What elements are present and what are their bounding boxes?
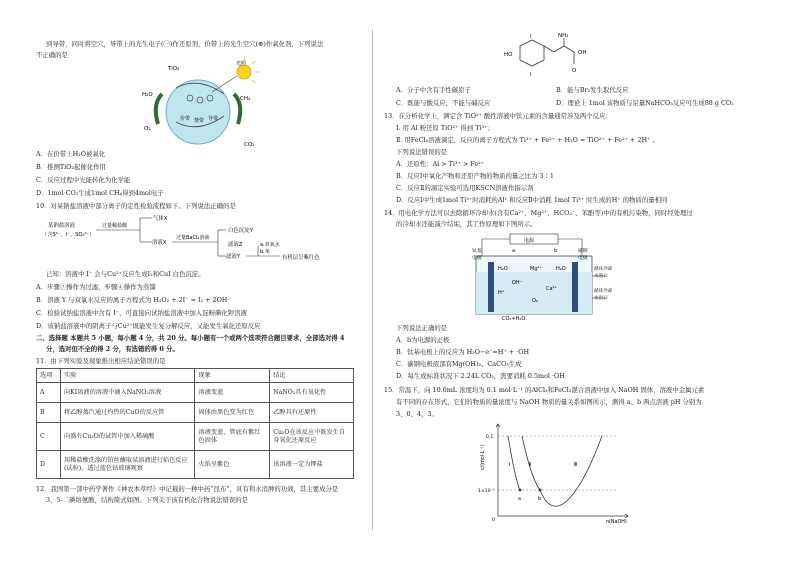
table-cell: 溶液变蓝: [195, 383, 270, 403]
oxygen-label: O₂: [532, 298, 538, 304]
q13-line1: Ⅰ. 用 Al 粉还原 TiO²⁺ 得到 Ti³⁺；: [396, 124, 494, 132]
table-cell: 乙醇具有还原性: [270, 403, 354, 423]
table-cell: 溶液变蓝，管底有紫红色固体: [195, 423, 270, 451]
table-header-cell: 结论: [270, 369, 354, 383]
h2o-label: H₂O: [142, 92, 153, 98]
q12-option-d: D．理论上 1mol 该物质与足量NaHCO₃反应可生成88 g CO₂: [556, 99, 734, 107]
ho-group: HO: [504, 52, 513, 58]
ch4-label: CH₄: [240, 96, 251, 102]
nh2-group: NH₂: [558, 33, 569, 39]
flow-filtrate-z: 滤液Z: [228, 242, 243, 248]
q9-option-c: C．反应过程中光能转化为化学能: [36, 176, 131, 184]
table-header-cell: 现象: [195, 369, 270, 383]
flow-gas: 气体X: [153, 216, 168, 222]
flow-organic-layer: 有机层呈紫红色: [282, 255, 320, 261]
q10-stem: 10．对某钠盐溶液中部分离子的定性检验流程如下。下列说法正确的是: [36, 202, 236, 210]
flow-start-ions: （含S²⁻、I⁻、SO₃²⁻）: [42, 232, 95, 238]
q12-option-b: B．能与Br₂发生取代反应: [556, 86, 629, 94]
q11-table: [36, 368, 354, 479]
q15-stem-line3: 3、0、4、3。: [396, 410, 438, 418]
table-cell: C: [37, 423, 61, 451]
band-gap-label: 禁带: [194, 118, 205, 124]
point-a-label: a: [518, 497, 521, 502]
steel-electrode: [572, 262, 578, 312]
inlet-label2: 水进口: [594, 274, 608, 279]
q9-intro-line2: 不正确的是: [36, 51, 68, 59]
inlet-label1: 循环冷却: [594, 267, 613, 272]
table-header-cell: 实验: [60, 369, 195, 383]
table-cell: 向KI溶液的溶液中滴入NaNO₂溶液: [60, 383, 195, 403]
flow-step1: 过量稀盐酸: [102, 223, 128, 229]
q10-known: 已知：溶液中 I⁻ 会与Cu²⁺反应生成I₂和CuI 白色沉淀。: [46, 270, 205, 278]
curve-2-label: Ⅱ: [529, 462, 532, 468]
q9-intro-line1: 到导带，同时将空穴，导带上的光生电子(㊀)作还原剂，价带上的光生空穴(⊕)作氧化剂，下列说法: [46, 40, 324, 48]
conduction-band-label: 导带: [208, 116, 219, 122]
curve-3-label: Ⅲ: [574, 462, 578, 468]
hydroxyl-label: OH⁻: [512, 280, 523, 286]
q14-option-a: A．b为电源的正极: [396, 336, 450, 344]
table-row: [37, 383, 354, 403]
table-cell: D: [37, 451, 61, 479]
q12-option-a: A．分子中含有手性碳原子: [396, 86, 471, 94]
q14-stem-line2: 的冷却水还能减少结垢，其工作原理如下图所示。: [396, 220, 537, 228]
q13-option-a: A．还原性：Al > Ti³⁺ > Fe²⁺: [396, 160, 485, 168]
power-label: 电源: [524, 238, 535, 244]
table-header-row: [37, 369, 354, 383]
q12-stem-line2: 3，5-二碘络氨酸，结构简式如图。下列关于该有机化合物说法错误的是: [46, 496, 249, 504]
curve-1-label: Ⅰ: [509, 462, 511, 468]
titanium-electrode: [488, 262, 494, 312]
q10-option-a: A．步骤⑦操作为过滤，步骤④操作为蒸馏: [36, 283, 156, 291]
q15-stem-line2: 有不同的存在形式，它们的物质的量浓度与 NaOH 物质的量关系如图所示，测得 a、b 两点溶液 pH 分别为: [396, 398, 702, 406]
q14-option-b: B．钛基电极上的反应为 H₂O−e⁻=H⁺ + ·OH: [396, 348, 530, 356]
section2-line2: 分，选对但不全的得 2 分，有选错的得 0 分。: [46, 345, 179, 353]
calcium-ion: Ca²⁺: [546, 286, 558, 292]
q9-option-b: B．推测TiO₂起催化作用: [36, 163, 106, 171]
q12-stem-line1: 12．我国第一部中药学著作《神农本草经》中记载的一种中药“昆布”，具有利水消肿的功效，其主要成分是: [36, 485, 339, 493]
iodine-bottom: I: [530, 72, 532, 78]
valence-band-label: 价带: [180, 116, 191, 122]
iodine-top: I: [530, 34, 532, 40]
outlet-label2: 水出口: [594, 296, 608, 301]
y-axis-label: c/(mol·L⁻¹): [481, 444, 486, 470]
q9-option-d: D．1mol CO₂生成1mol CH₄得到4mol电子: [36, 189, 164, 197]
electrolysis-figure: [472, 232, 632, 322]
left-electrode-label1: 钛基: [472, 249, 482, 254]
flow-white-ppt: 白色沉淀Y: [228, 228, 253, 234]
flow-liquid-x: 溶液X: [152, 240, 167, 246]
table-cell: NaNO₂具有氧化性: [270, 383, 354, 403]
origin-label: 0: [492, 518, 495, 523]
q14-option-d: D．每生成标准状况下 2.24L CO₂，需要消耗 0.5mol ·OH: [396, 372, 565, 380]
q9-option-a: A．在价带上H₂O被氧化: [36, 150, 106, 158]
table-header-cell: 选项: [37, 369, 61, 383]
q10-option-c: C．检验试纳盐溶液中含有 I⁻，可直接向试纳盐溶液中加入淀粉碘化钾溶液: [36, 309, 247, 317]
q14-after: 下列说法正确的是: [396, 324, 448, 332]
column-divider: [372, 30, 373, 530]
right-electrode-label2: 电极: [578, 256, 588, 261]
q11-stem: 11．由下列实验及现象推出相应结论错误的是: [36, 357, 166, 365]
sun-icon: [237, 65, 251, 79]
table-cell: A: [37, 383, 61, 403]
q10-option-b: B．溶液 Y 与双氧水反应的离子方程式为 H₂O₂ + 2I⁻ = I₂ + 2OH⁻: [36, 296, 231, 304]
y-tick-bottom: 1×10⁻⁵: [478, 489, 495, 494]
terminal-b: b: [554, 248, 558, 254]
co2-water-label: CO₂+H₂O: [502, 316, 526, 322]
terminal-a: a: [512, 248, 516, 254]
magnesium-ion: Mg²⁺: [530, 266, 543, 272]
section2-line1: 二、选择题 本题共 5 小题，每小题 4 分，共 20 分。每小题有一个或两个选项符合题目要求，全部选对得 4: [36, 334, 345, 342]
proton-label: H⁺: [498, 290, 505, 296]
flow-step2: 过量BaCl₂溶液: [176, 235, 210, 241]
q14-stem-line1: 14．用电化学方法可以去除循环冷却水(含有Ca²⁺、Mg²⁺、HCO₃⁻、苯酚等)中的有机污染物，同时经处理过: [384, 209, 693, 217]
flow-filtrate-y: 滤液Y: [226, 254, 241, 260]
carbonyl-o: O: [572, 68, 577, 74]
water-left: H₂O: [498, 266, 508, 272]
q15-graph: [478, 420, 638, 524]
right-electrode-label1: 碳钢: [578, 249, 588, 254]
co2-label: CO₂: [244, 142, 255, 148]
q13-option-d: D．反应Ⅰ中生成1mol Ti³⁺时消耗的Al¹ 和反应Ⅱ中消耗 1mol Ti³⁺ 时生成的H⁺ 的物质的量相同: [396, 196, 668, 204]
table-cell: 向盛有Cu₂O的试管中加入稀硫酸: [60, 423, 195, 451]
oh-group: OH: [578, 50, 587, 56]
table-cell: Cu₂O在该反应中既发生自身氧化还原反应: [270, 423, 354, 451]
o2-label: O₂: [144, 126, 151, 132]
flow-step3a: a.双氧水: [260, 242, 280, 248]
point-b-label: b: [538, 497, 542, 502]
table-row: [37, 403, 354, 423]
table-cell: 固体由黑色变为红色: [195, 403, 270, 423]
photocatalysis-figure: [140, 60, 275, 150]
y-tick-top: 0.1: [486, 435, 494, 440]
q13-line2: Ⅱ. 用FeCl₃溶液滴定，反应的离子方程式为 Ti³⁺ + Fe³⁺ + H₂O = TiO²⁺ + Fe²⁺ + 2H⁺ 。: [396, 136, 659, 144]
table-row: [37, 451, 354, 479]
tio2-label: TiO₂: [168, 66, 180, 72]
q10-option-d: D．该钠盐溶液中的阴离子与Cu²⁺既能发生复分解反应，又能发生氧化还原反应: [36, 322, 261, 330]
outlet-label1: 循环冷却: [594, 289, 613, 294]
structure-formula: [498, 32, 598, 80]
water-right: H₂O: [556, 266, 566, 272]
table-cell: B: [37, 403, 61, 423]
q10-flow-diagram: [42, 212, 320, 268]
q13-option-b: B．反应Ⅰ中氧化产物和还原产物的物质的量之比为 3∶1: [396, 172, 554, 180]
table-cell: 用稀盐酸洗涤的铂丝蘸取某溶液进行焰色反应(试验)，透过蓝色钴玻璃观察: [60, 451, 195, 479]
flow-step3b: b.苯: [260, 249, 270, 255]
q15-stem-line1: 15．常温下，向 10.0mL 浓度均为 0.1 mol·L⁻¹ 的AlCl₃和FeCl₃混合溶液中加入 NaOH 固体，溶液中金属元素: [384, 386, 705, 394]
q13-stem: 13．在分析化学上，测定含 TiO²⁺ 酸性溶液中钛元素的含量通常涉及两个反应：: [384, 112, 612, 120]
q13-line3: 下列说法错误的是: [396, 148, 448, 156]
x-axis-label: n(NaOH): [606, 520, 627, 525]
flow-start: 某钠盐溶液: [48, 223, 75, 229]
table-cell: 火焰呈紫色: [195, 451, 270, 479]
light-label: 光照: [236, 61, 247, 67]
table-row: [37, 423, 354, 451]
table-cell: 该溶液一定为钾盐: [270, 451, 354, 479]
q14-option-c: C．碳钢电极底部有Mg(OH)₂、CaCO₃生成: [396, 360, 522, 368]
table-cell: 将乙醇蒸汽通过灼热的CuO的反应管: [60, 403, 195, 423]
left-electrode-label2: 电极: [472, 256, 482, 261]
q12-option-c: C．既能与酸反应，不能与碱反应: [396, 99, 491, 107]
q13-option-c: C．反应Ⅱ的滴定实验可选用KSCN溶液作指示剂: [396, 184, 534, 192]
